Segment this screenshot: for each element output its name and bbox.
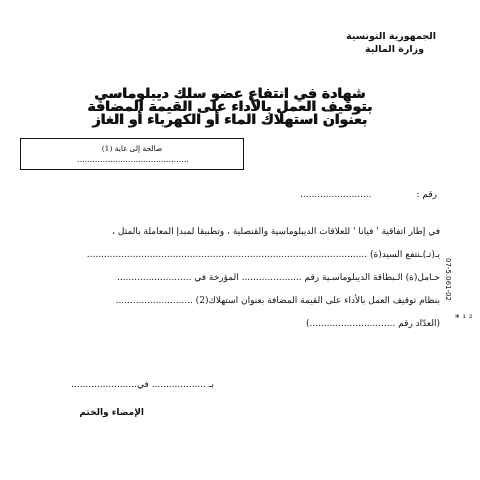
body-line-1: في إطار اتفاقية ' فيانا ' للعلاقات الديبلوماسية والقنصلية ، وتطبيقا لمبدإ المعاملة بالمثل ، <box>112 227 440 237</box>
number-label: رقم : <box>416 190 437 200</box>
header-ministry: وزارة المالية <box>365 44 424 55</box>
signature-label: الإمضاء والختم <box>79 408 144 418</box>
validity-box <box>20 138 244 170</box>
header-republic: الجمهورية التونسية <box>346 31 436 42</box>
number-field[interactable]: ......................... <box>300 190 372 200</box>
body-line-5-meter-field[interactable]: (العدّاد رقم ..............................) <box>305 319 440 329</box>
body-line-4-consumption-field[interactable]: بنظام توقيف العمل بالأداء على القيمة المضافة بعنوان استهلاك(2) ........................... <box>115 296 440 306</box>
place-date-field[interactable]: بـ ................... في....................... <box>71 380 214 390</box>
validity-label: صالحة إلى غاية (1) <box>101 144 163 153</box>
validity-date-field[interactable]: ............................................ <box>77 155 189 164</box>
body-line-3-card-field[interactable]: حـامل(ة) الـبطاقة الديبلوماسـية رقم ..................... المؤرخة في .......................... <box>116 273 440 283</box>
title-line-1: شهادة في انتفاع عضو سلك ديبلوماسي <box>94 86 366 102</box>
side-reference-code: 07-5.061-02 <box>444 258 452 301</box>
title-line-2: بتوقيف العمل بالأداء على القيمة المضافة <box>87 99 373 115</box>
title-line-3: بعنوان استهلاك الماء أو الكهرباء أو الغاز <box>92 112 368 128</box>
body-line-2-name-field[interactable]: يـ(تـ)ـنتفع السيد(ة) .................................................................................................. <box>86 250 440 260</box>
side-marks: * ¹ ² <box>455 314 473 324</box>
